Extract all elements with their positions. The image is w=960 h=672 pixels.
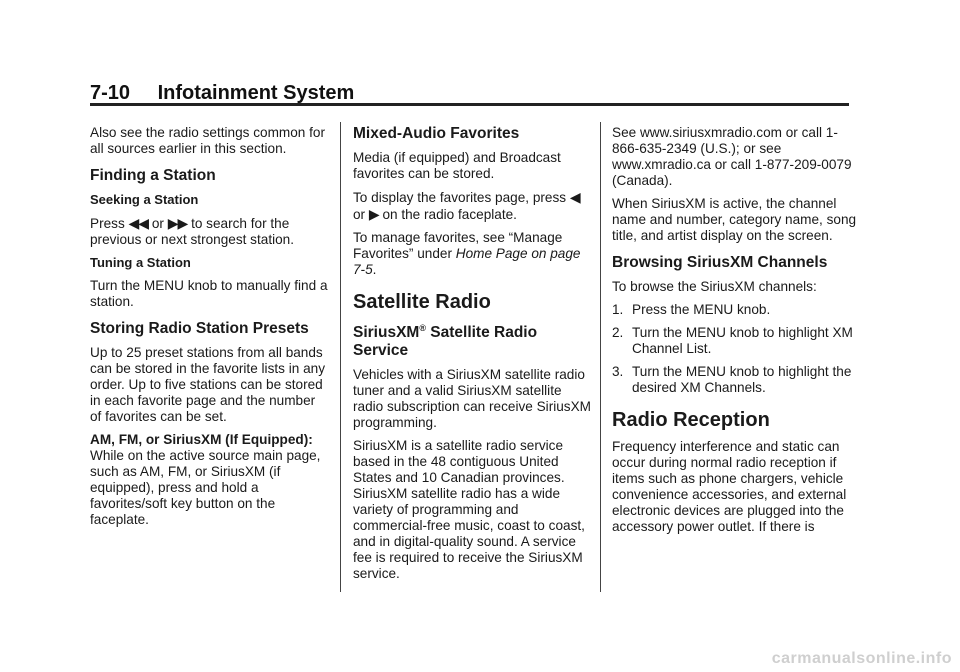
browse-intro-paragraph: To browse the SiriusXM channels: [612,279,817,294]
manage-favorites-paragraph: To manage favorites, see “Manage Favorites” under Home Page on page 7-5. [353,230,581,277]
list-item: 3. Turn the MENU knob to highlight the desired XM Channels. [612,364,852,395]
watermark: carmanualsonline.info [771,650,952,667]
storing-presets-heading: Storing Radio Station Presets [90,320,309,337]
registered-mark: ® [419,322,426,333]
list-item: 1. Press the MENU knob. [612,302,771,317]
seek-back-icon: ◀◀ [128,215,149,231]
am-fm-lead: AM, FM, or SiriusXM (If Equipped): [90,432,313,447]
column-divider-2 [600,122,601,592]
storing-paragraph: Up to 25 preset stations from all bands can be stored in the favorite lists in any order. Up to five stations can be stored in each favorite page and the number of favorites can be set. [90,345,325,424]
reception-paragraph: Frequency interference and static can occur during normal radio reception if items such as phone chargers, vehicle convenience accessories, and external electronic devices are plugged into the accessory power outlet. If there is [612,439,847,534]
page-number: 7-10 [90,82,131,104]
home-page-reference: Home Page on page 7-5 [353,246,581,277]
mixed-audio-heading: Mixed-Audio Favorites [353,125,520,142]
column-2 [353,125,593,589]
display-favorites-paragraph: To display the favorites page, press ◀ or ▶ on the radio faceplate. [353,189,580,222]
radio-reception-heading: Radio Reception [612,409,770,431]
seek-forward-icon: ▶▶ [167,215,188,231]
column-1 [90,125,330,535]
am-fm-paragraph: AM, FM, or SiriusXM (If Equipped): While on the active source main page, such as AM, FM, or SiriusXM (if equipped), press and hold a favorites/soft key button on the faceplate. [90,432,321,527]
intro-paragraph: Also see the radio settings common for all sources earlier in this section. [90,125,325,156]
tuning-station-heading: Tuning a Station [90,255,191,270]
mixed-audio-paragraph: Media (if equipped) and Broadcast favorites can be stored. [353,150,561,181]
column-divider-1 [340,122,341,592]
service-paragraph: SiriusXM is a satellite radio service based in the 48 contiguous United States and 10 Canadian provinces. SiriusXM satellite radio has a wide variety of programming and commercial-free music, coast to coast, and in digital-quality sound. A service fee is required to receive the SiriusXM service. [353,438,585,581]
favorites-back-icon: ◀ [569,189,580,205]
column-3 [612,125,857,542]
tuning-paragraph: Turn the MENU knob to manually find a station. [90,278,328,309]
favorites-forward-icon: ▶ [368,206,379,222]
active-paragraph: When SiriusXM is active, the channel name and number, category name, song title, and artist display on the screen. [612,196,857,243]
finding-station-heading: Finding a Station [90,167,216,184]
header-rule [90,103,849,106]
vehicles-paragraph: Vehicles with a SiriusXM satellite radio tuner and a valid SiriusXM satellite radio subscription can receive SiriusXM programming. [353,367,591,430]
page-header [90,82,354,105]
siriusxm-service-heading: SiriusXM® Satellite Radio Service [353,322,538,359]
seeking-paragraph: Press ◀◀ or ▶▶ to search for the previous or next strongest station. [90,215,295,247]
section-title: Infotainment System [157,82,355,104]
contact-paragraph: See www.siriusxmradio.com or call 1-866-635-2349 (U.S.); or see www.xmradio.ca or call 1-877-209-0079 (Canada). [612,125,852,188]
seeking-station-heading: Seeking a Station [90,192,199,207]
browsing-channels-heading: Browsing SiriusXM Channels [612,254,828,271]
satellite-radio-heading: Satellite Radio [353,291,491,313]
list-item: 2. Turn the MENU knob to highlight XM Channel List. [612,325,853,356]
browse-steps-list [612,302,857,396]
